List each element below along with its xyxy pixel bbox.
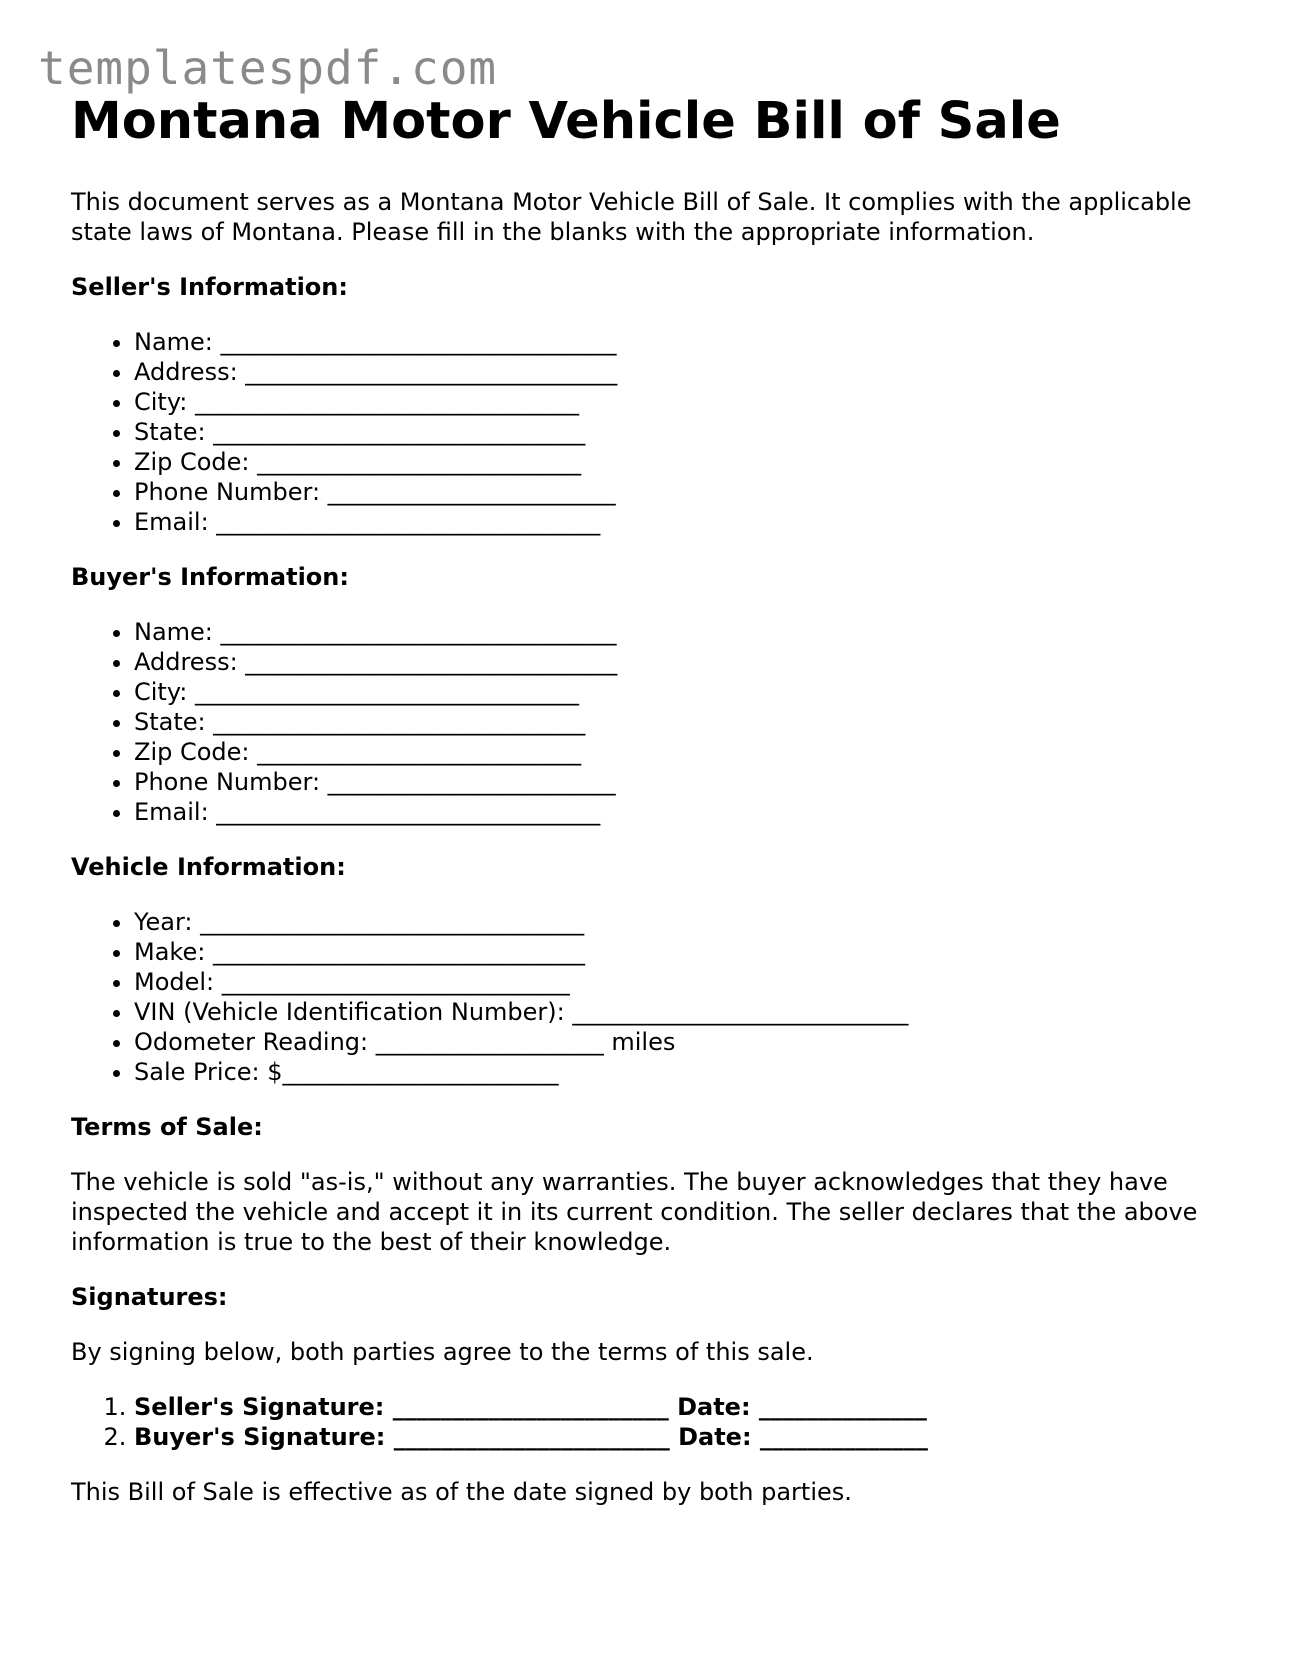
seller-phone-field: • Phone Number: ________________________	[134, 477, 1251, 507]
seller-date-blank: ______________	[750, 1393, 927, 1421]
buyer-state-field: • State: _______________________________	[134, 707, 1251, 737]
seller-signature-label: Seller's Signature:	[134, 1393, 385, 1421]
vehicle-model-field: • Model: _____________________________	[134, 967, 1251, 997]
intro-paragraph: This document serves as a Montana Motor Vehicle Bill of Sale. It complies with the applicable state laws of Montana. Please fill in the blanks with the appropriate information.	[71, 188, 1192, 246]
buyer-heading: Buyer's Information:	[71, 563, 349, 591]
seller-email-field: • Email: ________________________________	[134, 507, 1251, 537]
terms-paragraph: The vehicle is sold "as-is," without any warranties. The buyer acknowledges that they have inspected the vehicle and accept it in its current condition. The seller declares that the above information is true to the best of their knowledge.	[71, 1168, 1198, 1256]
page-title: Montana Motor Vehicle Bill of Sale	[71, 92, 1061, 151]
seller-name-field: • Name: _________________________________	[134, 327, 1251, 357]
watermark: templatespdf.com	[38, 41, 498, 95]
seller-address-field: • Address: _______________________________	[134, 357, 1251, 387]
signature-lines-list	[71, 1392, 1251, 1452]
buyer-fields-list	[71, 617, 1251, 827]
buyer-date-label: Date:	[678, 1423, 752, 1451]
buyer-signature-blank: _______________________	[385, 1423, 679, 1451]
seller-state-field: • State: _______________________________	[134, 417, 1251, 447]
terms-heading: Terms of Sale:	[71, 1113, 263, 1141]
buyer-address-field: • Address: _______________________________	[134, 647, 1251, 677]
seller-fields-list	[71, 327, 1251, 537]
vehicle-odometer-field: • Odometer Reading: ___________________ miles	[134, 1027, 1251, 1057]
seller-zip-field: • Zip Code: ___________________________	[134, 447, 1251, 477]
seller-city-field: • City: ________________________________	[134, 387, 1251, 417]
buyer-name-field: • Name: _________________________________	[134, 617, 1251, 647]
document	[71, 86, 1251, 1507]
signatures-paragraph: By signing below, both parties agree to the terms of this sale.	[71, 1338, 814, 1366]
seller-heading: Seller's Information:	[71, 273, 348, 301]
signatures-heading: Signatures:	[71, 1283, 228, 1311]
vehicle-price-field: • Sale Price: $_______________________	[134, 1057, 1251, 1087]
effective-statement: This Bill of Sale is effective as of the date signed by both parties.	[71, 1478, 852, 1506]
buyer-email-field: • Email: ________________________________	[134, 797, 1251, 827]
buyer-signature-label: Buyer's Signature:	[134, 1423, 386, 1451]
buyer-phone-field: • Phone Number: ________________________	[134, 767, 1251, 797]
buyer-zip-field: • Zip Code: ___________________________	[134, 737, 1251, 767]
vehicle-vin-field: • VIN (Vehicle Identification Number): ____________________________	[134, 997, 1251, 1027]
vehicle-heading: Vehicle Information:	[71, 853, 346, 881]
vehicle-year-field: • Year: ________________________________	[134, 907, 1251, 937]
vehicle-make-field: • Make: _______________________________	[134, 937, 1251, 967]
buyer-signature-line	[134, 1422, 1251, 1452]
seller-signature-blank: _______________________	[384, 1393, 678, 1421]
buyer-city-field: • City: ________________________________	[134, 677, 1251, 707]
buyer-date-blank: ______________	[751, 1423, 928, 1451]
seller-date-label: Date:	[677, 1393, 751, 1421]
seller-signature-line	[134, 1392, 1251, 1422]
vehicle-fields-list	[71, 907, 1251, 1087]
